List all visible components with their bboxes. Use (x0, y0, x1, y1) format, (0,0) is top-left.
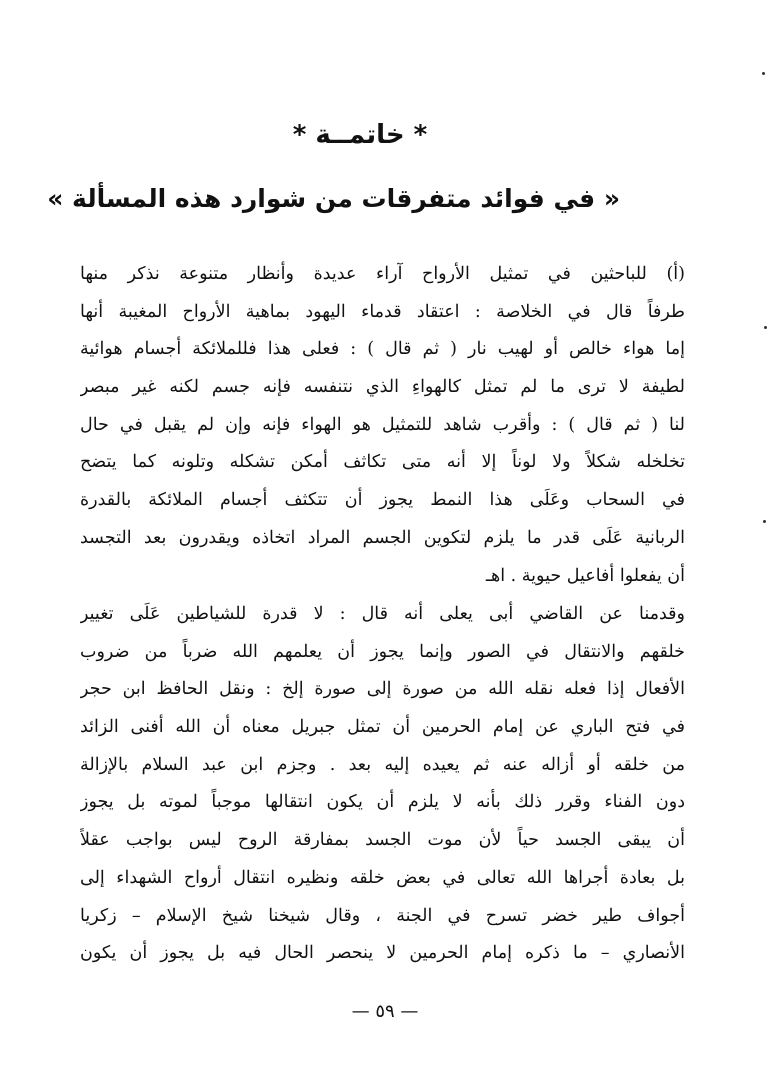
page-number: — ٥٩ — (351, 1001, 419, 1022)
paragraph-line: الربانية عَلَى قدر ما يلزم لتكوين الجسم المراد اتخاذه ويقدرون بعد التجسد (80, 527, 685, 548)
paragraph-line: أن يبقى الجسد حياً لأن موت الجسد بمفارقة الروح ليس بواجب عقلاً (80, 830, 685, 851)
paragraph-line: وقدمنا عن القاضي أبى يعلى أنه قال : لا قدرة للشياطين عَلَى تغيير (80, 604, 685, 624)
paragraph-line: لطيفة لا ترى ما لم تمثل كالهواءِ الذي نتنفسه فإنه جسم لكنه غير مبصر (80, 377, 685, 398)
paragraph-line: إما هواء خالص أو لهيب نار ( ثم قال ) : فعلى هذا فللملائكة أجسام هوائية (80, 339, 685, 360)
paragraph-line: الأنصاري – ما ذكره إمام الحرمين لا ينحصر الحال فيه بل يجوز أن يكون (80, 943, 685, 964)
paragraph-line: بل بعادة أجراها الله تعالى في بعض خلقه ونظيره انتقال أرواح الشهداء إلى (80, 867, 685, 888)
paragraph-line: تخلخله شكلاً ولا لوناً إلا أنه متى تكاثف أمكن تشكله وتلونه كما يتضح (80, 452, 685, 473)
paragraph-line: الأفعال إذا فعله نقله الله من صورة إلى صورة إلخ : ونقل الحافظ ابن حجر (80, 679, 685, 700)
scan-speck (764, 326, 767, 329)
paragraph-line: في السحاب وعَلَى هذا النمط يجوز أن تتكثف أجسام الملائكة بالقدرة (80, 490, 685, 511)
chapter-title: * خاتمــة * (292, 120, 428, 150)
scan-speck (762, 72, 765, 75)
paragraph-line: (أ) للباحثين في تمثيل الأرواح آراء عديدة وأنظار متنوعة نذكر منها (80, 264, 685, 284)
paragraph-line: أن يفعلوا أفاعيل حيوية . اهـ (485, 565, 685, 586)
paragraph-line: أجواف طير خضر تسرح في الجنة ، وقال شيخنا شيخ الإسلام – زكريا (80, 905, 685, 926)
paragraph-line: في فتح الباري عن إمام الحرمين أن تمثل جبريل معناه أن الله أفنى الزائد (80, 717, 685, 738)
paragraph-line: طرفاً قال في الخلاصة : اعتقاد قدماء اليهود بماهية الأرواح المغيبة أنها (80, 301, 685, 322)
paragraph-1 (80, 256, 685, 595)
scan-speck (763, 520, 766, 523)
paragraph-2 (80, 596, 685, 973)
paragraph-line: من خلقه أو أزاله عنه ثم يعيده إليه بعد . وجزم ابن عبد السلام بالإزالة (80, 754, 685, 775)
paragraph-line: لنا ( ثم قال ) : وأقرب شاهد للتمثيل هو الهواء فإنه وإن لم يقبل في حال (80, 414, 685, 435)
chapter-subtitle: « في فوائد متفرقات من شوارد هذه المسألة » (47, 184, 620, 213)
paragraph-line: خلقهم والانتقال في الصور وإنما يجوز أن يعلمهم الله ضرباً من ضروب (80, 641, 685, 662)
paragraph-line: دون الفناء وقرر ذلك بأنه لا يلزم أن يكون انتقالها موجباً لموته بل يجوز (80, 792, 685, 813)
